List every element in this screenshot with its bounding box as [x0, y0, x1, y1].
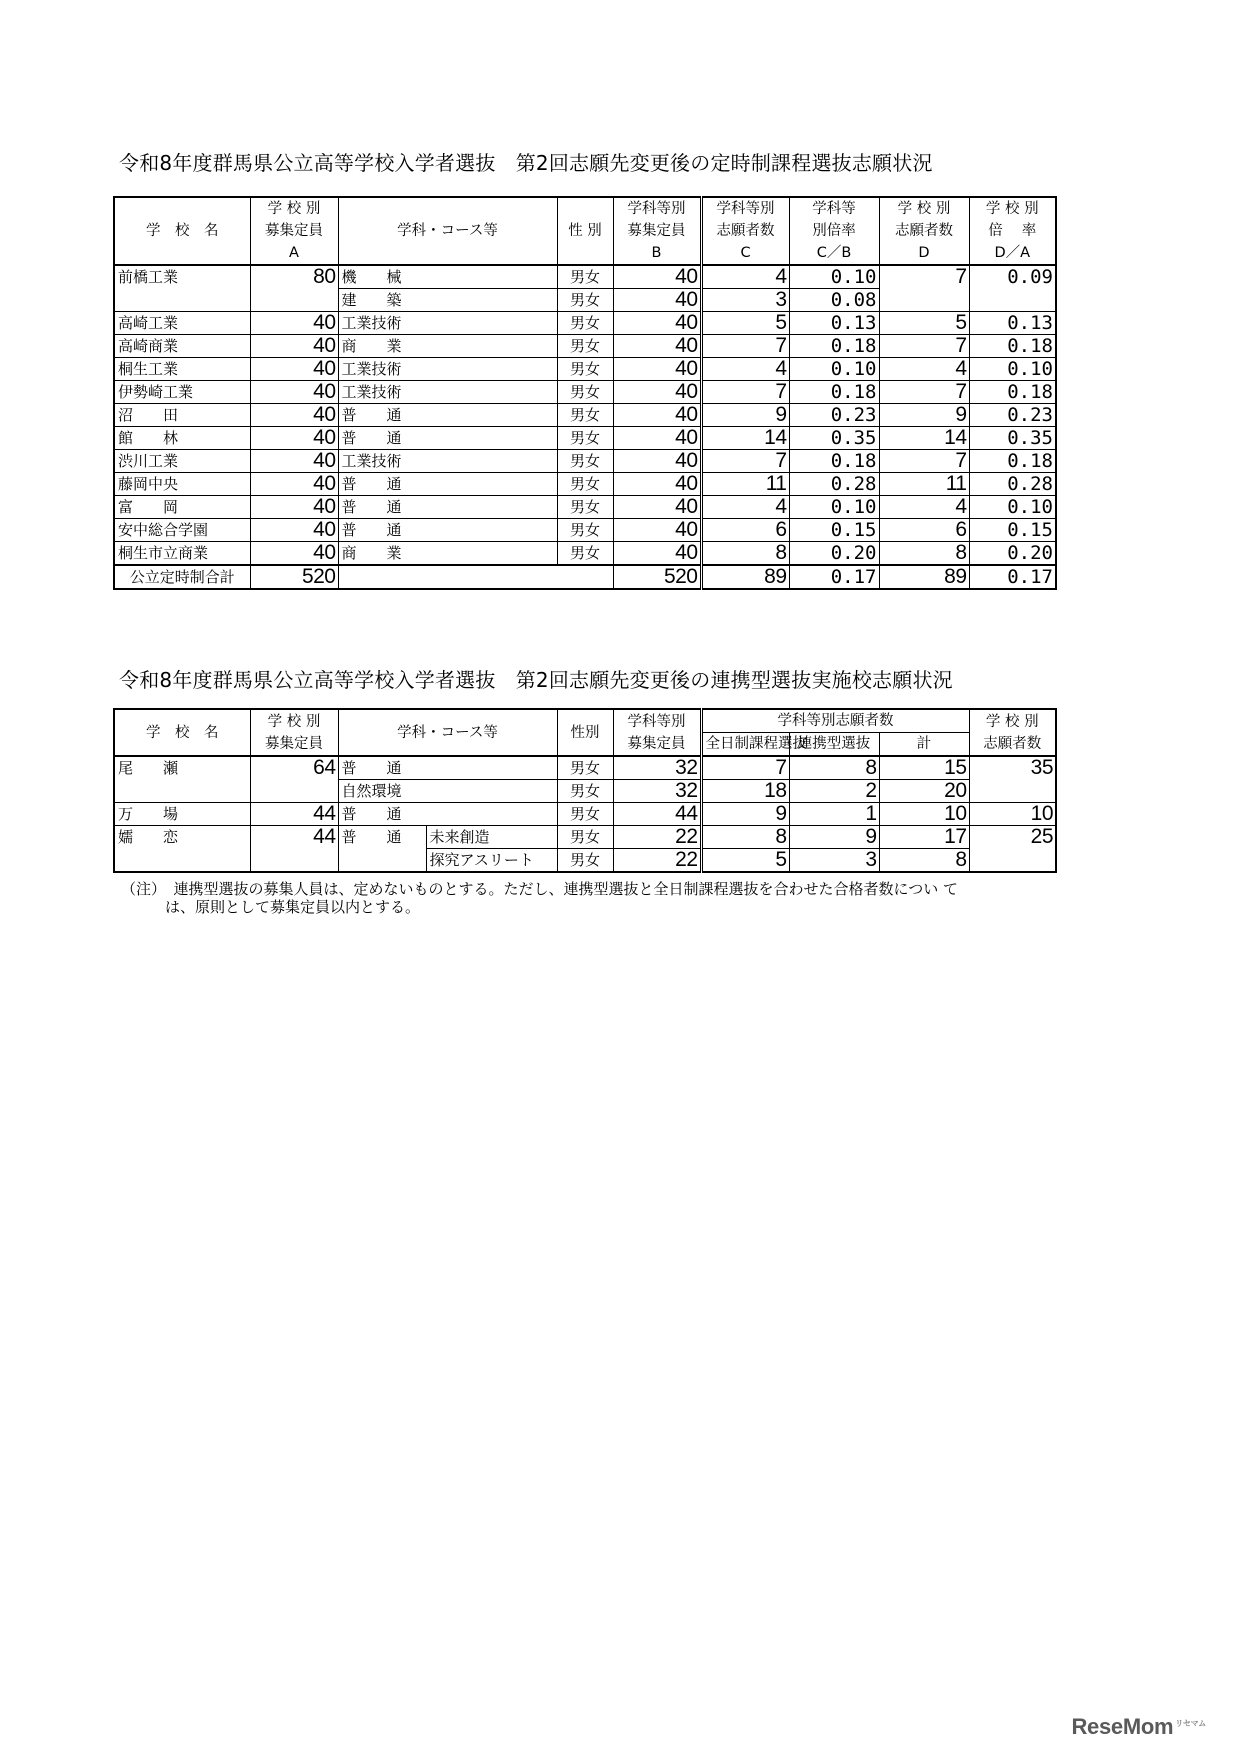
school-ratio: 0.15 [969, 519, 1056, 542]
header-school: 学 校 名 [114, 709, 250, 756]
table-row [114, 473, 1056, 496]
school-applicants: 4 [879, 496, 969, 519]
school-capacity: 40 [250, 496, 338, 519]
school-name: 館 林 [114, 427, 250, 450]
dept-capacity: 40 [613, 265, 701, 289]
school-capacity [250, 780, 338, 803]
school-name: 桐生工業 [114, 358, 250, 381]
department: 普 通 [338, 404, 557, 427]
school-capacity: 40 [250, 358, 338, 381]
school-name: 高崎商業 [114, 335, 250, 358]
dept-ratio: 0.10 [789, 358, 879, 381]
cooperative-applicants: 9 [789, 826, 879, 849]
department: 普 通 [338, 803, 557, 826]
total-school-applicants: 89 [879, 565, 969, 589]
department: 機 械 [338, 265, 557, 289]
school-capacity: 40 [250, 473, 338, 496]
school-applicants [969, 849, 1056, 873]
table-row [114, 496, 1056, 519]
dept-applicants: 7 [701, 450, 789, 473]
school-name: 安中総合学園 [114, 519, 250, 542]
school-capacity [250, 849, 338, 873]
dept-capacity: 44 [613, 803, 701, 826]
table2-title: 令和8年度群馬県公立高等学校入学者選抜 第2回志願先変更後の連携型選抜実施校志願状況 [119, 668, 953, 692]
logo-mark: リセマム [1175, 1718, 1206, 1728]
table-row [114, 427, 1056, 450]
table-row [114, 335, 1056, 358]
school-ratio: 0.23 [969, 404, 1056, 427]
dept-capacity: 40 [613, 519, 701, 542]
header-sum: 計 [879, 733, 969, 757]
table-row [114, 358, 1056, 381]
footnote-line-2: は、原則として募集定員以内とする。 [165, 898, 421, 916]
total-label: 公立定時制合計 [114, 565, 250, 589]
department: 工業技術 [338, 312, 557, 335]
dept-capacity: 40 [613, 358, 701, 381]
dept-ratio: 0.20 [789, 542, 879, 566]
school-capacity: 40 [250, 427, 338, 450]
school-ratio: 0.10 [969, 358, 1056, 381]
school-applicants: 7 [879, 450, 969, 473]
dept-capacity: 40 [613, 473, 701, 496]
school-name [114, 289, 250, 312]
dept-capacity: 40 [613, 381, 701, 404]
school-applicants: 9 [879, 404, 969, 427]
cooperative-applicants: 2 [789, 780, 879, 803]
header-school: 学 校 名 [114, 197, 250, 265]
dept-capacity: 40 [613, 335, 701, 358]
school-applicants: 8 [879, 542, 969, 566]
table-row [114, 312, 1056, 335]
total-dept-capacity: 520 [613, 565, 701, 589]
school-capacity: 40 [250, 404, 338, 427]
table-row [114, 849, 1056, 873]
applicants-sum: 10 [879, 803, 969, 826]
dept-ratio: 0.23 [789, 404, 879, 427]
sex: 男女 [557, 496, 613, 519]
header-cooperative: 連携型選抜 [789, 733, 879, 757]
school-applicants: 5 [879, 312, 969, 335]
table-row [114, 381, 1056, 404]
header-school-applicants: 学 校 別 志願者数 D [879, 197, 969, 265]
cooperative-applicants: 3 [789, 849, 879, 873]
table-row [114, 404, 1056, 427]
header-department: 学科・コース等 [338, 709, 557, 756]
school-applicants: 7 [879, 265, 969, 289]
dept-capacity: 40 [613, 450, 701, 473]
school-name: 前橋工業 [114, 265, 250, 289]
dept-applicants: 7 [701, 335, 789, 358]
total-row [114, 565, 1056, 589]
school-ratio: 0.20 [969, 542, 1056, 566]
table-row [114, 803, 1056, 826]
department: 工業技術 [338, 381, 557, 404]
school-capacity: 40 [250, 450, 338, 473]
school-ratio: 0.35 [969, 427, 1056, 450]
school-ratio: 0.28 [969, 473, 1056, 496]
table-row [114, 826, 1056, 849]
header-dept-ratio: 学科等 別倍率 C／B [789, 197, 879, 265]
school-name: 桐生市立商業 [114, 542, 250, 566]
table-row [114, 780, 1056, 803]
footnote-line-1: （注） 連携型選抜の募集人員は、定めないものとする。ただし、連携型選抜と全日制課程選抜を合わせた合格者数につい て [121, 880, 958, 898]
school-name: 伊勢崎工業 [114, 381, 250, 404]
header-dept-capacity: 学科等別 募集定員 [613, 709, 701, 756]
school-name: 沼 田 [114, 404, 250, 427]
full-time-applicants: 18 [701, 780, 789, 803]
table-row [114, 519, 1056, 542]
header-dept-capacity: 学科等別 募集定員 B [613, 197, 701, 265]
school-applicants: 6 [879, 519, 969, 542]
school-applicants: 4 [879, 358, 969, 381]
school-name: 尾 瀬 [114, 756, 250, 780]
dept-capacity: 40 [613, 427, 701, 450]
school-applicants [969, 780, 1056, 803]
dept-applicants: 11 [701, 473, 789, 496]
school-name [114, 849, 250, 873]
sex: 男女 [557, 826, 613, 849]
school-applicants: 7 [879, 381, 969, 404]
sex: 男女 [557, 265, 613, 289]
part-time-application-table [113, 196, 1057, 590]
school-applicants: 35 [969, 756, 1056, 780]
total-dept-applicants: 89 [701, 565, 789, 589]
dept-ratio: 0.10 [789, 496, 879, 519]
school-capacity: 64 [250, 756, 338, 780]
course: 未来創造 [426, 826, 557, 849]
resemom-logo [1071, 1714, 1206, 1740]
department: 自然環境 [338, 780, 557, 803]
total-dept-ratio: 0.17 [789, 565, 879, 589]
department: 普 通 [338, 427, 557, 450]
dept-applicants: 7 [701, 381, 789, 404]
dept-capacity: 32 [613, 756, 701, 780]
table-row [114, 265, 1056, 289]
dept-applicants: 4 [701, 358, 789, 381]
dept-ratio: 0.15 [789, 519, 879, 542]
school-ratio: 0.18 [969, 381, 1056, 404]
dept-capacity: 32 [613, 780, 701, 803]
dept-ratio: 0.10 [789, 265, 879, 289]
sex: 男女 [557, 358, 613, 381]
total-school-capacity: 520 [250, 565, 338, 589]
school-applicants [879, 289, 969, 312]
applicants-sum: 15 [879, 756, 969, 780]
sex: 男女 [557, 756, 613, 780]
header-school-ratio: 学 校 別 倍 率 D／A [969, 197, 1056, 265]
dept-ratio: 0.18 [789, 335, 879, 358]
dept-ratio: 0.13 [789, 312, 879, 335]
sex: 男女 [557, 473, 613, 496]
dept-capacity: 22 [613, 849, 701, 873]
dept-capacity: 40 [613, 289, 701, 312]
table-row [114, 450, 1056, 473]
school-ratio [969, 289, 1056, 312]
applicants-sum: 17 [879, 826, 969, 849]
logo-text: ReseMom [1071, 1714, 1174, 1739]
sex: 男女 [557, 381, 613, 404]
cooperative-applicants: 8 [789, 756, 879, 780]
sex: 男女 [557, 780, 613, 803]
dept-ratio: 0.28 [789, 473, 879, 496]
dept-applicants: 4 [701, 496, 789, 519]
full-time-applicants: 5 [701, 849, 789, 873]
header-sex: 性 別 [557, 197, 613, 265]
dept-applicants: 5 [701, 312, 789, 335]
school-applicants: 14 [879, 427, 969, 450]
dept-capacity: 40 [613, 312, 701, 335]
school-applicants: 11 [879, 473, 969, 496]
school-name: 高崎工業 [114, 312, 250, 335]
dept-ratio: 0.18 [789, 450, 879, 473]
school-capacity: 44 [250, 826, 338, 849]
total-blank [338, 565, 613, 589]
applicants-sum: 8 [879, 849, 969, 873]
header-applicants-group: 学科等別志願者数 [701, 709, 969, 733]
sex: 男女 [557, 335, 613, 358]
sex: 男女 [557, 450, 613, 473]
dept-capacity: 40 [613, 542, 701, 566]
dept-ratio: 0.18 [789, 381, 879, 404]
school-capacity: 40 [250, 381, 338, 404]
header-full-time: 全日制課程選抜 [701, 733, 789, 757]
table-row [114, 542, 1056, 566]
header-school-capacity: 学 校 別 募集定員 A [250, 197, 338, 265]
applicants-sum: 20 [879, 780, 969, 803]
dept-applicants: 8 [701, 542, 789, 566]
school-ratio: 0.13 [969, 312, 1056, 335]
total-school-ratio: 0.17 [969, 565, 1056, 589]
school-ratio: 0.18 [969, 450, 1056, 473]
school-applicants: 10 [969, 803, 1056, 826]
school-name [114, 780, 250, 803]
table1-title: 令和8年度群馬県公立高等学校入学者選抜 第2回志願先変更後の定時制課程選抜志願状況 [119, 151, 933, 175]
cooperative-application-table [113, 708, 1057, 873]
school-name: 藤岡中央 [114, 473, 250, 496]
footnote [121, 880, 1041, 916]
full-time-applicants: 9 [701, 803, 789, 826]
school-name: 富 岡 [114, 496, 250, 519]
school-name: 万 場 [114, 803, 250, 826]
dept-ratio: 0.35 [789, 427, 879, 450]
dept-applicants: 3 [701, 289, 789, 312]
department: 普 通 [338, 496, 557, 519]
school-capacity: 40 [250, 335, 338, 358]
school-capacity: 40 [250, 312, 338, 335]
dept-capacity: 40 [613, 404, 701, 427]
school-name: 嬬 恋 [114, 826, 250, 849]
school-applicants: 7 [879, 335, 969, 358]
course: 探究アスリート [426, 849, 557, 873]
school-applicants: 25 [969, 826, 1056, 849]
school-ratio: 0.18 [969, 335, 1056, 358]
department: 普 通 [338, 519, 557, 542]
header-department: 学科・コース等 [338, 197, 557, 265]
sex: 男女 [557, 849, 613, 873]
department: 商 業 [338, 335, 557, 358]
school-ratio: 0.10 [969, 496, 1056, 519]
department: 商 業 [338, 542, 557, 566]
sex: 男女 [557, 803, 613, 826]
header-dept-applicants: 学科等別 志願者数 C [701, 197, 789, 265]
table-row [114, 756, 1056, 780]
sex: 男女 [557, 289, 613, 312]
dept-applicants: 9 [701, 404, 789, 427]
full-time-applicants: 8 [701, 826, 789, 849]
school-capacity: 80 [250, 265, 338, 289]
sex: 男女 [557, 519, 613, 542]
full-time-applicants: 7 [701, 756, 789, 780]
department: 工業技術 [338, 450, 557, 473]
department: 普 通 [338, 756, 557, 780]
sex: 男女 [557, 404, 613, 427]
header-sex: 性別 [557, 709, 613, 756]
dept-applicants: 4 [701, 265, 789, 289]
school-name: 渋川工業 [114, 450, 250, 473]
sex: 男女 [557, 427, 613, 450]
school-capacity: 44 [250, 803, 338, 826]
dept-capacity: 22 [613, 826, 701, 849]
dept-applicants: 6 [701, 519, 789, 542]
department: 普 通 [338, 826, 426, 849]
department [338, 849, 426, 873]
sex: 男女 [557, 312, 613, 335]
header-school-applicants: 学 校 別 志願者数 [969, 709, 1056, 756]
school-ratio: 0.09 [969, 265, 1056, 289]
school-capacity: 40 [250, 519, 338, 542]
school-capacity [250, 289, 338, 312]
header-school-capacity: 学 校 別 募集定員 [250, 709, 338, 756]
department: 普 通 [338, 473, 557, 496]
cooperative-applicants: 1 [789, 803, 879, 826]
department: 建 築 [338, 289, 557, 312]
dept-ratio: 0.08 [789, 289, 879, 312]
sex: 男女 [557, 542, 613, 566]
dept-capacity: 40 [613, 496, 701, 519]
school-capacity: 40 [250, 542, 338, 566]
table-row [114, 289, 1056, 312]
dept-applicants: 14 [701, 427, 789, 450]
department: 工業技術 [338, 358, 557, 381]
